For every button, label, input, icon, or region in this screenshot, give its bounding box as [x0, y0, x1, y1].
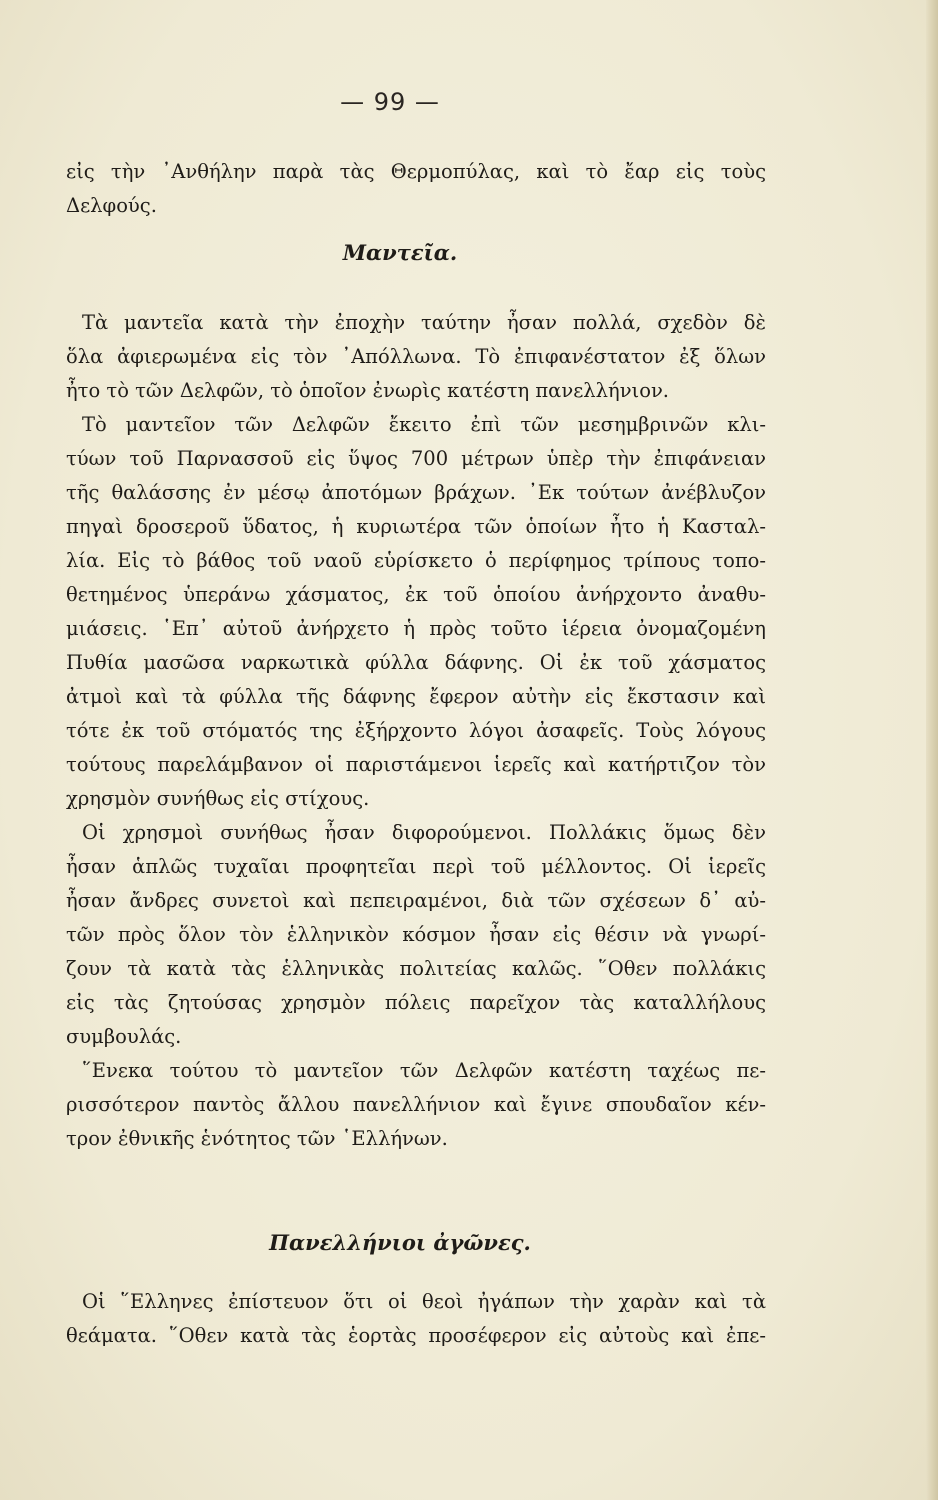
manteia-section	[66, 306, 766, 1156]
text-line: Οἱ ῞Ελληνες ἐπίστευον ὅτι οἱ θεοὶ ἠγάπων τὴν χαρὰν καὶ τὰ	[82, 1290, 766, 1313]
text-line: Δελφούς.	[66, 194, 157, 217]
text-line: θεάματα. ῞Οθεν κατὰ τὰς ἑορτὰς προσέφερον εἰς αὐτοὺς καὶ ἐπε-	[66, 1324, 766, 1347]
text-line: τῶν πρὸς ὅλον τὸν ἑλληνικὸν κόσμον ἦσαν εἰς θέσιν νὰ γνωρί-	[66, 923, 766, 946]
section-heading-agones: Πανελλήνιοι ἀγῶνες.	[269, 1230, 531, 1255]
text-line: εἰς τὰς ζητούσας χρησμὸν πόλεις παρεῖχον τὰς καταλλήλους	[66, 991, 766, 1014]
agones-section	[66, 1285, 766, 1353]
intro-paragraph	[66, 155, 766, 223]
text-line: Πυθία μασῶσα ναρκωτικὰ φύλλα δάφνης. Οἱ ἐκ τοῦ χάσματος	[66, 651, 766, 674]
page-number: — 99 —	[340, 88, 440, 116]
text-line: μιάσεις. ῾Επ᾿ αὐτοῦ ἀνήρχετο ἡ πρὸς τοῦτο ἱέρεια ὀνομαζομένη	[66, 617, 766, 640]
text-line: ἦσαν ἁπλῶς τυχαῖαι προφητεῖαι περὶ τοῦ μέλλοντος. Οἱ ἱερεῖς	[66, 855, 766, 878]
text-line: συμβουλάς.	[66, 1025, 182, 1048]
text-line: πηγαὶ δροσεροῦ ὕδατος, ἡ κυριωτέρα τῶν ὁποίων ἦτο ἡ Κασταλ-	[66, 515, 766, 538]
text-line: τύων τοῦ Παρνασσοῦ εἰς ὕψος 700 μέτρων ὑπὲρ τὴν ἐπιφάνειαν	[66, 447, 766, 470]
section-heading-manteia: Μαντεῖα.	[342, 240, 458, 265]
text-line: Οἱ χρησμοὶ συνήθως ἦσαν διφορούμενοι. Πολλάκις ὅμως δὲν	[82, 821, 766, 844]
text-line: ἦτο τὸ τῶν Δελφῶν, τὸ ὁποῖον ἐνωρὶς κατέστη πανελλήνιον.	[66, 379, 669, 402]
text-line: τῆς θαλάσσης ἐν μέσῳ ἀποτόμων βράχων. ᾿Εκ τούτων ἀνέβλυζον	[66, 481, 766, 504]
text-line: ἦσαν ἄνδρες συνετοὶ καὶ πεπειραμένοι, διὰ τῶν σχέσεων δ᾿ αὐ-	[66, 889, 766, 912]
text-line: λία. Εἰς τὸ βάθος τοῦ ναοῦ εὑρίσκετο ὁ περίφημος τρίπους τοπο-	[66, 549, 766, 572]
text-line: ὅλα ἀφιερωμένα εἰς τὸν ᾿Απόλλωνα. Τὸ ἐπιφανέστατον ἐξ ὅλων	[66, 345, 766, 368]
text-line: ἀτμοὶ καὶ τὰ φύλλα τῆς δάφνης ἔφερον αὐτὴν εἰς ἔκστασιν καὶ	[66, 685, 766, 708]
text-line: τρον ἐθνικῆς ἑνότητος τῶν ῾Ελλήνων.	[66, 1127, 448, 1150]
text-line: χρησμὸν συνήθως εἰς στίχους.	[66, 787, 370, 810]
text-line: Τὰ μαντεῖα κατὰ τὴν ἐποχὴν ταύτην ἦσαν πολλά, σχεδὸν δὲ	[82, 311, 766, 334]
text-line: εἰς τὴν ᾿Ανθήλην παρὰ τὰς Θερμοπύλας, καὶ τὸ ἔαρ εἰς τοὺς	[66, 160, 766, 183]
text-line: Τὸ μαντεῖον τῶν Δελφῶν ἔκειτο ἐπὶ τῶν μεσημβρινῶν κλι-	[82, 413, 766, 436]
text-line: ῞Ενεκα τούτου τὸ μαντεῖον τῶν Δελφῶν κατέστη ταχέως πε-	[82, 1059, 766, 1082]
text-line: τούτους παρελάμβανον οἱ παριστάμενοι ἱερεῖς καὶ κατήρτιζον τὸν	[66, 753, 766, 776]
page-edge	[926, 0, 938, 1500]
text-line: τότε ἐκ τοῦ στόματός της ἐξήρχοντο λόγοι ἀσαφεῖς. Τοὺς λόγους	[66, 719, 766, 742]
text-line: ρισσότερον παντὸς ἄλλου πανελλήνιον καὶ ἔγινε σπουδαῖον κέν-	[66, 1093, 766, 1116]
text-line: ζουν τὰ κατὰ τὰς ἑλληνικὰς πολιτείας καλῶς. ῞Οθεν πολλάκις	[66, 957, 766, 980]
text-line: θετημένος ὑπεράνω χάσματος, ἐκ τοῦ ὁποίου ἀνήρχοντο ἀναθυ-	[66, 583, 766, 606]
